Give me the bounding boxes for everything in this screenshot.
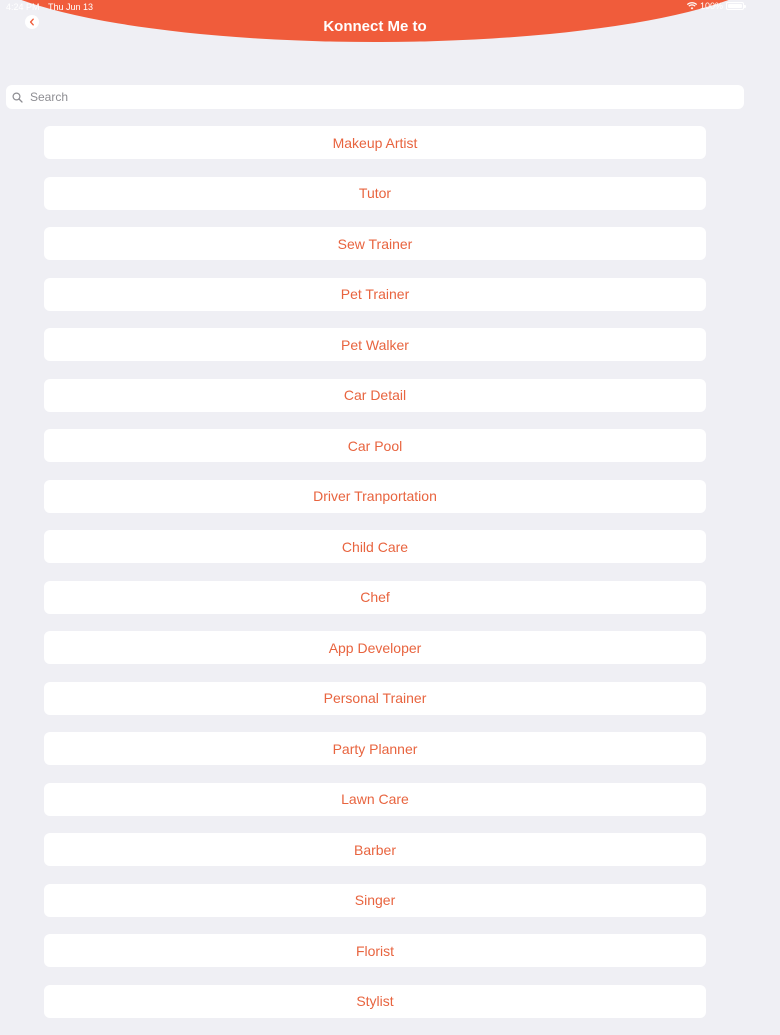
battery-percent: 100% <box>699 1 723 11</box>
status-time: 4:24 PM <box>6 2 40 12</box>
page-title: Konnect Me to <box>323 18 427 35</box>
list-item[interactable]: Stylist <box>44 985 706 1018</box>
status-date: Thu Jun 13 <box>48 2 94 12</box>
list-item[interactable]: Car Detail <box>44 379 706 412</box>
list-item[interactable]: Child Care <box>44 530 706 563</box>
list-item[interactable]: Car Pool <box>44 429 706 462</box>
list-item[interactable]: Lawn Care <box>44 783 706 816</box>
list-item[interactable]: Personal Trainer <box>44 682 706 715</box>
list-item[interactable]: Chef <box>44 581 706 614</box>
list-item[interactable]: Pet Trainer <box>44 278 706 311</box>
list-item[interactable]: Florist <box>44 934 706 967</box>
list-item[interactable]: Tutor <box>44 177 706 210</box>
search-input[interactable] <box>28 89 722 105</box>
status-indicators <box>687 1 744 11</box>
list-item[interactable]: Pet Walker <box>44 328 706 361</box>
status-bar <box>0 0 750 14</box>
service-list <box>44 126 706 1035</box>
list-item[interactable]: Barber <box>44 833 706 866</box>
list-item[interactable]: Makeup Artist <box>44 126 706 159</box>
search-bar[interactable] <box>6 85 744 109</box>
list-item[interactable]: Driver Tranportation <box>44 480 706 513</box>
list-item[interactable]: Singer <box>44 884 706 917</box>
wifi-icon <box>687 2 697 10</box>
list-item[interactable]: Party Planner <box>44 732 706 765</box>
battery-icon <box>726 2 744 10</box>
list-item[interactable]: Sew Trainer <box>44 227 706 260</box>
list-item[interactable]: App Developer <box>44 631 706 664</box>
search-icon <box>12 92 23 103</box>
